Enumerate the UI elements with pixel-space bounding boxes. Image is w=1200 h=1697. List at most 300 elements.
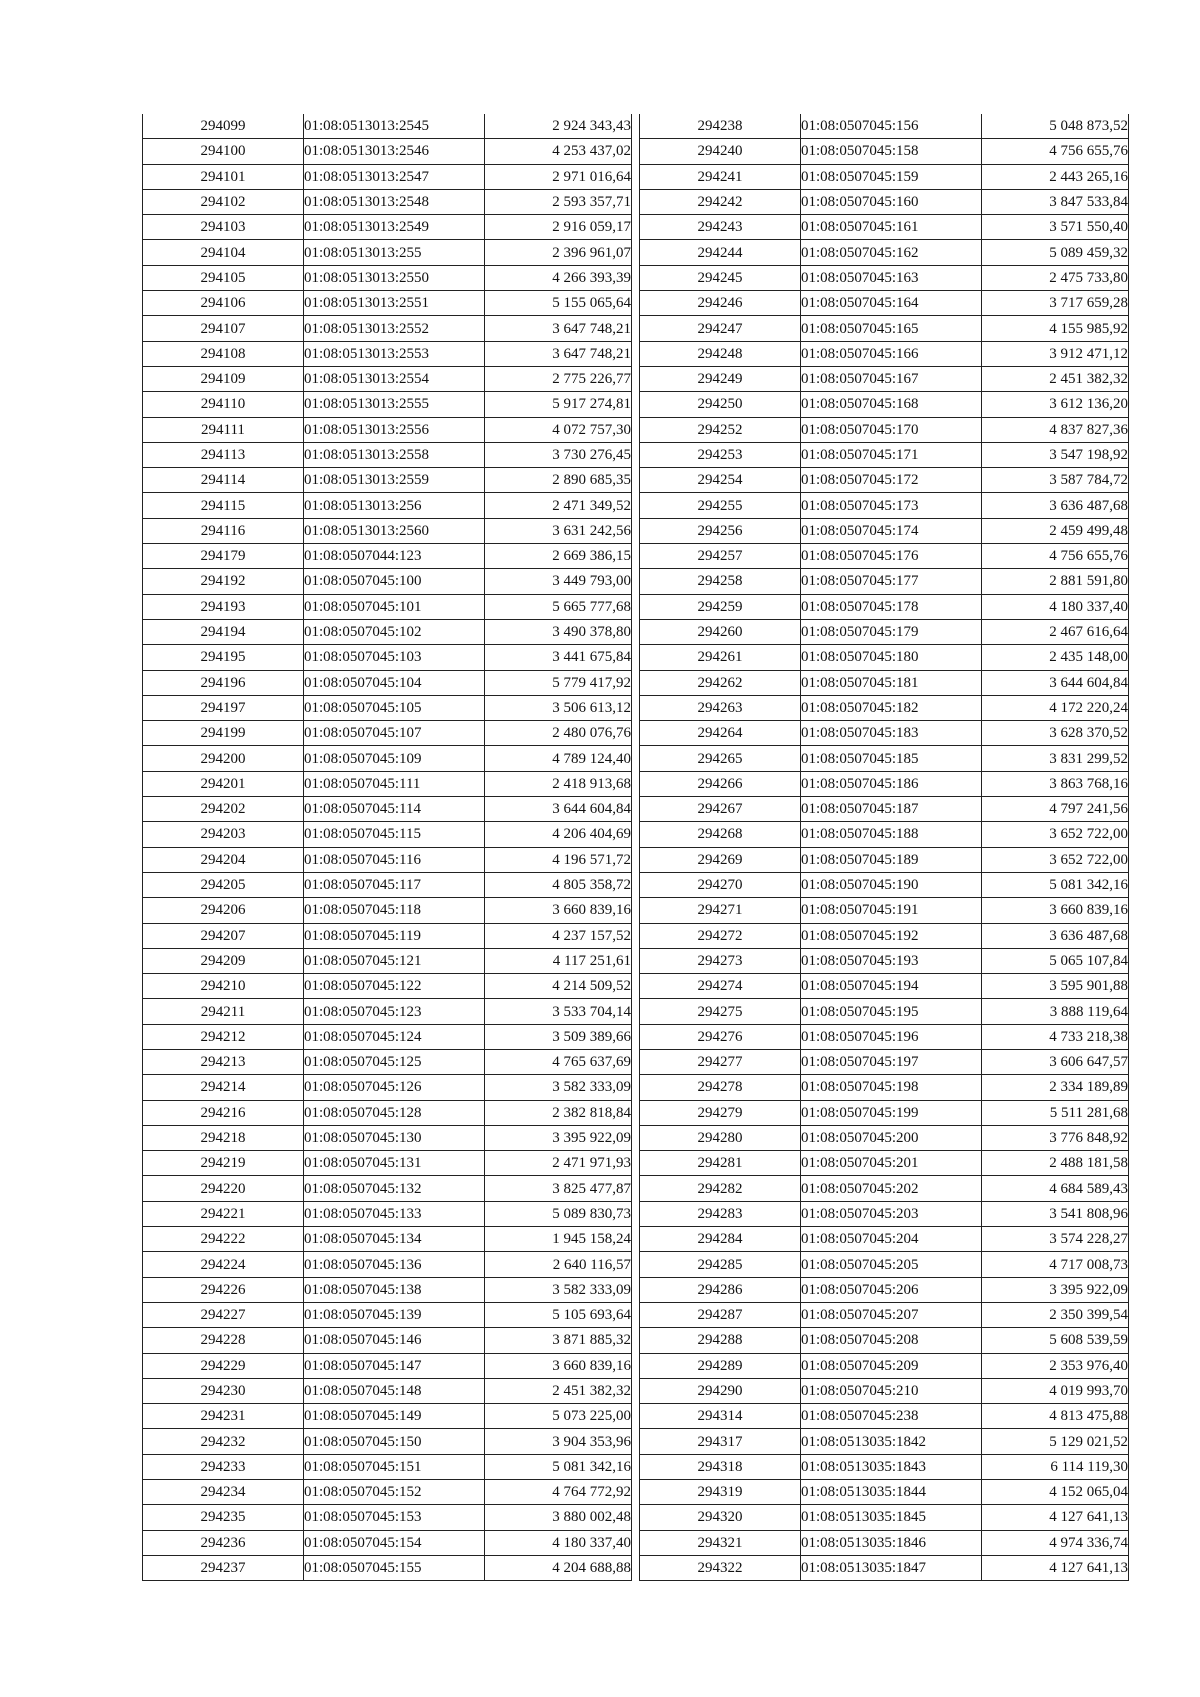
table-row — [143, 797, 632, 822]
table-row — [640, 948, 1129, 973]
cadastral-value-cell: 2 471 971,93 — [485, 1151, 632, 1176]
cadastral-value-cell: 4 072 757,30 — [485, 417, 632, 442]
table-row — [640, 822, 1129, 847]
cadastral-number-cell: 01:08:0507045:238 — [801, 1404, 982, 1429]
record-number-cell: 294226 — [143, 1277, 304, 1302]
cadastral-number-cell: 01:08:0507045:197 — [801, 1049, 982, 1074]
table-row — [640, 316, 1129, 341]
table-row — [143, 215, 632, 240]
cadastral-value-cell: 3 912 471,12 — [982, 341, 1129, 366]
cadastral-value-cell: 4 204 688,88 — [485, 1555, 632, 1580]
table-row — [640, 923, 1129, 948]
cadastral-value-cell: 4 266 393,39 — [485, 265, 632, 290]
table-row — [640, 1404, 1129, 1429]
table-row — [143, 291, 632, 316]
cadastral-number-cell: 01:08:0513013:2552 — [304, 316, 485, 341]
cadastral-number-cell: 01:08:0507045:116 — [304, 847, 485, 872]
table-row — [143, 189, 632, 214]
cadastral-value-cell: 2 467 616,64 — [982, 619, 1129, 644]
record-number-cell: 294229 — [143, 1353, 304, 1378]
cadastral-number-cell: 01:08:0507045:128 — [304, 1100, 485, 1125]
cadastral-number-cell: 01:08:0513013:2549 — [304, 215, 485, 240]
table-row — [640, 468, 1129, 493]
record-number-cell: 294113 — [143, 442, 304, 467]
cadastral-number-cell: 01:08:0507045:160 — [801, 189, 982, 214]
cadastral-number-cell: 01:08:0507045:165 — [801, 316, 982, 341]
record-number-cell: 294317 — [640, 1429, 801, 1454]
cadastral-value-cell: 3 587 784,72 — [982, 468, 1129, 493]
cadastral-value-cell: 4 717 008,73 — [982, 1252, 1129, 1277]
record-number-cell: 294211 — [143, 999, 304, 1024]
table-row — [143, 746, 632, 771]
record-number-cell: 294199 — [143, 721, 304, 746]
cadastral-number-cell: 01:08:0507045:210 — [801, 1378, 982, 1403]
table-row — [143, 1530, 632, 1555]
cadastral-number-cell: 01:08:0507045:207 — [801, 1302, 982, 1327]
table-row — [640, 695, 1129, 720]
cadastral-value-cell: 3 490 378,80 — [485, 619, 632, 644]
table-row — [143, 417, 632, 442]
cadastral-value-cell: 4 805 358,72 — [485, 872, 632, 897]
cadastral-value-cell: 4 733 218,38 — [982, 1024, 1129, 1049]
record-number-cell: 294285 — [640, 1252, 801, 1277]
table-row — [143, 1125, 632, 1150]
cadastral-value-cell: 2 971 016,64 — [485, 164, 632, 189]
cadastral-number-cell: 01:08:0513013:2553 — [304, 341, 485, 366]
table-row — [640, 1252, 1129, 1277]
record-number-cell: 294197 — [143, 695, 304, 720]
table-row — [640, 1378, 1129, 1403]
cadastral-value-cell: 3 395 922,09 — [982, 1277, 1129, 1302]
cadastral-number-cell: 01:08:0507045:151 — [304, 1454, 485, 1479]
cadastral-value-cell: 3 660 839,16 — [485, 898, 632, 923]
cadastral-number-cell: 01:08:0507045:188 — [801, 822, 982, 847]
record-number-cell: 294240 — [640, 139, 801, 164]
table-row — [143, 1201, 632, 1226]
cadastral-number-cell: 01:08:0507045:104 — [304, 670, 485, 695]
cadastral-value-cell: 3 652 722,00 — [982, 822, 1129, 847]
cadastral-value-cell: 3 636 487,68 — [982, 923, 1129, 948]
record-number-cell: 294220 — [143, 1176, 304, 1201]
table-row — [143, 974, 632, 999]
record-number-cell: 294257 — [640, 544, 801, 569]
cadastral-number-cell: 01:08:0507045:181 — [801, 670, 982, 695]
table-row — [640, 164, 1129, 189]
table-row — [143, 1454, 632, 1479]
record-number-cell: 294237 — [143, 1555, 304, 1580]
cadastral-number-cell: 01:08:0507045:155 — [304, 1555, 485, 1580]
record-number-cell: 294108 — [143, 341, 304, 366]
cadastral-number-cell: 01:08:0507045:208 — [801, 1328, 982, 1353]
table-row — [640, 139, 1129, 164]
table-row — [143, 1378, 632, 1403]
cadastral-value-cell: 1 945 158,24 — [485, 1227, 632, 1252]
table-row — [143, 493, 632, 518]
table-row — [143, 695, 632, 720]
cadastral-number-cell: 01:08:0513013:2545 — [304, 114, 485, 139]
cadastral-number-cell: 01:08:0507045:161 — [801, 215, 982, 240]
cadastral-value-cell: 2 443 265,16 — [982, 164, 1129, 189]
cadastral-value-cell: 4 253 437,02 — [485, 139, 632, 164]
record-number-cell: 294193 — [143, 594, 304, 619]
cadastral-number-cell: 01:08:0507045:126 — [304, 1075, 485, 1100]
cadastral-number-cell: 01:08:0513013:255 — [304, 240, 485, 265]
table-row — [143, 822, 632, 847]
cadastral-value-cell: 4 764 772,92 — [485, 1480, 632, 1505]
record-number-cell: 294222 — [143, 1227, 304, 1252]
record-number-cell: 294258 — [640, 569, 801, 594]
cadastral-number-cell: 01:08:0513035:1844 — [801, 1480, 982, 1505]
record-number-cell: 294245 — [640, 265, 801, 290]
cadastral-value-cell: 3 636 487,68 — [982, 493, 1129, 518]
cadastral-number-cell: 01:08:0507045:183 — [801, 721, 982, 746]
cadastral-value-cell: 3 660 839,16 — [982, 898, 1129, 923]
cadastral-number-cell: 01:08:0507045:187 — [801, 797, 982, 822]
cadastral-number-cell: 01:08:0507045:194 — [801, 974, 982, 999]
cadastral-value-cell: 4 155 985,92 — [982, 316, 1129, 341]
record-number-cell: 294206 — [143, 898, 304, 923]
cadastral-number-cell: 01:08:0507045:191 — [801, 898, 982, 923]
cadastral-value-cell: 3 449 793,00 — [485, 569, 632, 594]
table-row — [143, 1429, 632, 1454]
table-row — [143, 898, 632, 923]
record-number-cell: 294104 — [143, 240, 304, 265]
record-number-cell: 294275 — [640, 999, 801, 1024]
cadastral-value-cell: 3 595 901,88 — [982, 974, 1129, 999]
cadastral-number-cell: 01:08:0507045:156 — [801, 114, 982, 139]
cadastral-number-cell: 01:08:0507045:196 — [801, 1024, 982, 1049]
cadastral-value-cell: 5 089 830,73 — [485, 1201, 632, 1226]
cadastral-value-cell: 3 825 477,87 — [485, 1176, 632, 1201]
cadastral-number-cell: 01:08:0507045:172 — [801, 468, 982, 493]
cadastral-value-cell: 5 065 107,84 — [982, 948, 1129, 973]
record-number-cell: 294283 — [640, 1201, 801, 1226]
record-number-cell: 294287 — [640, 1302, 801, 1327]
cadastral-value-cell: 2 396 961,07 — [485, 240, 632, 265]
cadastral-value-cell: 6 114 119,30 — [982, 1454, 1129, 1479]
cadastral-number-cell: 01:08:0507045:109 — [304, 746, 485, 771]
cadastral-number-cell: 01:08:0513035:1846 — [801, 1530, 982, 1555]
record-number-cell: 294289 — [640, 1353, 801, 1378]
cadastral-value-cell: 4 180 337,40 — [485, 1530, 632, 1555]
cadastral-number-cell: 01:08:0507045:206 — [801, 1277, 982, 1302]
table-row — [640, 1555, 1129, 1580]
cadastral-number-cell: 01:08:0507045:192 — [801, 923, 982, 948]
cadastral-number-cell: 01:08:0513035:1842 — [801, 1429, 982, 1454]
record-number-cell: 294242 — [640, 189, 801, 214]
cadastral-value-cell: 4 684 589,43 — [982, 1176, 1129, 1201]
cadastral-value-cell: 3 863 768,16 — [982, 771, 1129, 796]
cadastral-value-cell: 2 924 343,43 — [485, 114, 632, 139]
record-number-cell: 294318 — [640, 1454, 801, 1479]
table-row — [143, 366, 632, 391]
cadastral-number-cell: 01:08:0507045:149 — [304, 1404, 485, 1429]
table-row — [640, 645, 1129, 670]
record-number-cell: 294203 — [143, 822, 304, 847]
cadastral-value-cell: 3 582 333,09 — [485, 1277, 632, 1302]
table-row — [640, 1151, 1129, 1176]
table-row — [143, 1404, 632, 1429]
record-number-cell: 294319 — [640, 1480, 801, 1505]
table-row — [640, 872, 1129, 897]
record-number-cell: 294261 — [640, 645, 801, 670]
cadastral-value-cell: 3 571 550,40 — [982, 215, 1129, 240]
record-number-cell: 294265 — [640, 746, 801, 771]
table-row — [640, 974, 1129, 999]
cadastral-value-cell: 3 582 333,09 — [485, 1075, 632, 1100]
cadastral-number-cell: 01:08:0513013:2559 — [304, 468, 485, 493]
record-number-cell: 294231 — [143, 1404, 304, 1429]
cadastral-number-cell: 01:08:0507045:130 — [304, 1125, 485, 1150]
record-number-cell: 294100 — [143, 139, 304, 164]
cadastral-number-cell: 01:08:0507045:125 — [304, 1049, 485, 1074]
table-row — [143, 1277, 632, 1302]
table-row — [640, 1024, 1129, 1049]
table-row — [143, 594, 632, 619]
cadastral-value-cell: 4 237 157,52 — [485, 923, 632, 948]
cadastral-value-cell: 5 917 274,81 — [485, 392, 632, 417]
table-row — [143, 999, 632, 1024]
cadastral-value-cell: 5 608 539,59 — [982, 1328, 1129, 1353]
cadastral-value-cell: 4 797 241,56 — [982, 797, 1129, 822]
table-row — [143, 1353, 632, 1378]
cadastral-value-cell: 5 048 873,52 — [982, 114, 1129, 139]
table-row — [143, 544, 632, 569]
cadastral-number-cell: 01:08:0507045:163 — [801, 265, 982, 290]
record-number-cell: 294111 — [143, 417, 304, 442]
record-number-cell: 294114 — [143, 468, 304, 493]
cadastral-number-cell: 01:08:0507045:146 — [304, 1328, 485, 1353]
cadastral-value-cell: 2 488 181,58 — [982, 1151, 1129, 1176]
cadastral-number-cell: 01:08:0507045:114 — [304, 797, 485, 822]
record-number-cell: 294262 — [640, 670, 801, 695]
table-row — [143, 619, 632, 644]
table-row — [143, 721, 632, 746]
cadastral-number-cell: 01:08:0507045:107 — [304, 721, 485, 746]
record-number-cell: 294267 — [640, 797, 801, 822]
cadastral-number-cell: 01:08:0513013:2548 — [304, 189, 485, 214]
cadastral-number-cell: 01:08:0507045:134 — [304, 1227, 485, 1252]
cadastral-value-cell: 3 847 533,84 — [982, 189, 1129, 214]
cadastral-number-cell: 01:08:0507045:139 — [304, 1302, 485, 1327]
table-row — [640, 1125, 1129, 1150]
cadastral-number-cell: 01:08:0507045:186 — [801, 771, 982, 796]
cadastral-number-cell: 01:08:0507045:101 — [304, 594, 485, 619]
cadastral-number-cell: 01:08:0507045:103 — [304, 645, 485, 670]
cadastral-number-cell: 01:08:0507045:117 — [304, 872, 485, 897]
cadastral-number-cell: 01:08:0507045:179 — [801, 619, 982, 644]
cadastral-value-cell: 3 730 276,45 — [485, 442, 632, 467]
table-row — [640, 847, 1129, 872]
table-row — [143, 139, 632, 164]
table-row — [640, 240, 1129, 265]
record-number-cell: 294252 — [640, 417, 801, 442]
cadastral-value-cell: 3 541 808,96 — [982, 1201, 1129, 1226]
cadastral-number-cell: 01:08:0507045:118 — [304, 898, 485, 923]
record-number-cell: 294202 — [143, 797, 304, 822]
cadastral-value-cell: 3 647 748,21 — [485, 316, 632, 341]
cadastral-number-cell: 01:08:0507045:189 — [801, 847, 982, 872]
record-number-cell: 294103 — [143, 215, 304, 240]
record-number-cell: 294266 — [640, 771, 801, 796]
record-number-cell: 294201 — [143, 771, 304, 796]
table-row — [143, 1328, 632, 1353]
record-number-cell: 294249 — [640, 366, 801, 391]
cadastral-value-cell: 2 669 386,15 — [485, 544, 632, 569]
table-row — [143, 1176, 632, 1201]
record-number-cell: 294280 — [640, 1125, 801, 1150]
record-number-cell: 294232 — [143, 1429, 304, 1454]
record-number-cell: 294116 — [143, 518, 304, 543]
cadastral-number-cell: 01:08:0507045:190 — [801, 872, 982, 897]
cadastral-value-cell: 4 974 336,74 — [982, 1530, 1129, 1555]
table-row — [640, 1201, 1129, 1226]
record-number-cell: 294234 — [143, 1480, 304, 1505]
cadastral-number-cell: 01:08:0507045:150 — [304, 1429, 485, 1454]
cadastral-number-cell: 01:08:0507045:132 — [304, 1176, 485, 1201]
table-row — [640, 265, 1129, 290]
record-number-cell: 294235 — [143, 1505, 304, 1530]
cadastral-value-cell: 4 127 641,13 — [982, 1555, 1129, 1580]
record-number-cell: 294102 — [143, 189, 304, 214]
record-number-cell: 294286 — [640, 1277, 801, 1302]
record-number-cell: 294218 — [143, 1125, 304, 1150]
cadastral-number-cell: 01:08:0507045:152 — [304, 1480, 485, 1505]
cadastral-value-cell: 2 775 226,77 — [485, 366, 632, 391]
record-number-cell: 294253 — [640, 442, 801, 467]
cadastral-number-cell: 01:08:0513013:2554 — [304, 366, 485, 391]
record-number-cell: 294179 — [143, 544, 304, 569]
registry-table-body — [143, 114, 632, 1581]
table-row — [143, 645, 632, 670]
cadastral-value-cell: 3 606 647,57 — [982, 1049, 1129, 1074]
record-number-cell: 294205 — [143, 872, 304, 897]
table-row — [640, 670, 1129, 695]
cadastral-value-cell: 3 904 353,96 — [485, 1429, 632, 1454]
table-row — [640, 1429, 1129, 1454]
record-number-cell: 294238 — [640, 114, 801, 139]
cadastral-number-cell: 01:08:0507045:133 — [304, 1201, 485, 1226]
record-number-cell: 294213 — [143, 1049, 304, 1074]
record-number-cell: 294259 — [640, 594, 801, 619]
record-number-cell: 294200 — [143, 746, 304, 771]
table-row — [143, 1302, 632, 1327]
cadastral-number-cell: 01:08:0507044:123 — [304, 544, 485, 569]
table-row — [143, 1555, 632, 1580]
cadastral-number-cell: 01:08:0507045:121 — [304, 948, 485, 973]
cadastral-number-cell: 01:08:0507045:167 — [801, 366, 982, 391]
table-row — [640, 114, 1129, 139]
cadastral-number-cell: 01:08:0513013:2547 — [304, 164, 485, 189]
cadastral-value-cell: 5 155 065,64 — [485, 291, 632, 316]
cadastral-number-cell: 01:08:0507045:209 — [801, 1353, 982, 1378]
cadastral-value-cell: 3 533 704,14 — [485, 999, 632, 1024]
record-number-cell: 294236 — [143, 1530, 304, 1555]
cadastral-value-cell: 3 831 299,52 — [982, 746, 1129, 771]
cadastral-number-cell: 01:08:0513013:2558 — [304, 442, 485, 467]
cadastral-value-cell: 3 776 848,92 — [982, 1125, 1129, 1150]
table-row — [143, 1049, 632, 1074]
table-row — [640, 417, 1129, 442]
cadastral-number-cell: 01:08:0507045:201 — [801, 1151, 982, 1176]
table-row — [640, 442, 1129, 467]
table-row — [640, 797, 1129, 822]
cadastral-value-cell: 2 350 399,54 — [982, 1302, 1129, 1327]
record-number-cell: 294216 — [143, 1100, 304, 1125]
cadastral-value-cell: 3 717 659,28 — [982, 291, 1129, 316]
record-number-cell: 294260 — [640, 619, 801, 644]
table-row — [640, 341, 1129, 366]
cadastral-number-cell: 01:08:0507045:193 — [801, 948, 982, 973]
cadastral-number-cell: 01:08:0507045:115 — [304, 822, 485, 847]
cadastral-number-cell: 01:08:0513013:2550 — [304, 265, 485, 290]
record-number-cell: 294256 — [640, 518, 801, 543]
table-row — [640, 594, 1129, 619]
record-number-cell: 294214 — [143, 1075, 304, 1100]
record-number-cell: 294099 — [143, 114, 304, 139]
table-row — [143, 240, 632, 265]
record-number-cell: 294230 — [143, 1378, 304, 1403]
cadastral-number-cell: 01:08:0507045:182 — [801, 695, 982, 720]
cadastral-number-cell: 01:08:0507045:202 — [801, 1176, 982, 1201]
record-number-cell: 294105 — [143, 265, 304, 290]
record-number-cell: 294271 — [640, 898, 801, 923]
cadastral-value-cell: 3 631 242,56 — [485, 518, 632, 543]
record-number-cell: 294272 — [640, 923, 801, 948]
record-number-cell: 294204 — [143, 847, 304, 872]
record-number-cell: 294246 — [640, 291, 801, 316]
cadastral-number-cell: 01:08:0507045:180 — [801, 645, 982, 670]
cadastral-value-cell: 4 196 571,72 — [485, 847, 632, 872]
cadastral-number-cell: 01:08:0507045:178 — [801, 594, 982, 619]
cadastral-value-cell: 4 789 124,40 — [485, 746, 632, 771]
cadastral-value-cell: 2 451 382,32 — [485, 1378, 632, 1403]
cadastral-value-cell: 3 644 604,84 — [982, 670, 1129, 695]
cadastral-value-cell: 4 206 404,69 — [485, 822, 632, 847]
cadastral-number-cell: 01:08:0507045:154 — [304, 1530, 485, 1555]
cadastral-number-cell: 01:08:0507045:122 — [304, 974, 485, 999]
table-row — [640, 493, 1129, 518]
cadastral-value-cell: 3 574 228,27 — [982, 1227, 1129, 1252]
cadastral-value-cell: 2 480 076,76 — [485, 721, 632, 746]
cadastral-value-cell: 3 395 922,09 — [485, 1125, 632, 1150]
table-row — [640, 1302, 1129, 1327]
table-row — [640, 1277, 1129, 1302]
cadastral-value-cell: 2 471 349,52 — [485, 493, 632, 518]
cadastral-number-cell: 01:08:0507045:136 — [304, 1252, 485, 1277]
cadastral-value-cell: 3 880 002,48 — [485, 1505, 632, 1530]
cadastral-value-cell: 2 475 733,80 — [982, 265, 1129, 290]
record-number-cell: 294219 — [143, 1151, 304, 1176]
cadastral-number-cell: 01:08:0507045:170 — [801, 417, 982, 442]
record-number-cell: 294250 — [640, 392, 801, 417]
cadastral-number-cell: 01:08:0507045:173 — [801, 493, 982, 518]
cadastral-number-cell: 01:08:0507045:171 — [801, 442, 982, 467]
cadastral-number-cell: 01:08:0513035:1843 — [801, 1454, 982, 1479]
cadastral-number-cell: 01:08:0507045:198 — [801, 1075, 982, 1100]
record-number-cell: 294288 — [640, 1328, 801, 1353]
cadastral-number-cell: 01:08:0507045:158 — [801, 139, 982, 164]
table-row — [640, 215, 1129, 240]
record-number-cell: 294224 — [143, 1252, 304, 1277]
table-row — [143, 1505, 632, 1530]
record-number-cell: 294320 — [640, 1505, 801, 1530]
table-row — [143, 1480, 632, 1505]
table-row — [640, 1049, 1129, 1074]
record-number-cell: 294274 — [640, 974, 801, 999]
cadastral-number-cell: 01:08:0507045:164 — [801, 291, 982, 316]
registry-table-left — [142, 114, 632, 1581]
